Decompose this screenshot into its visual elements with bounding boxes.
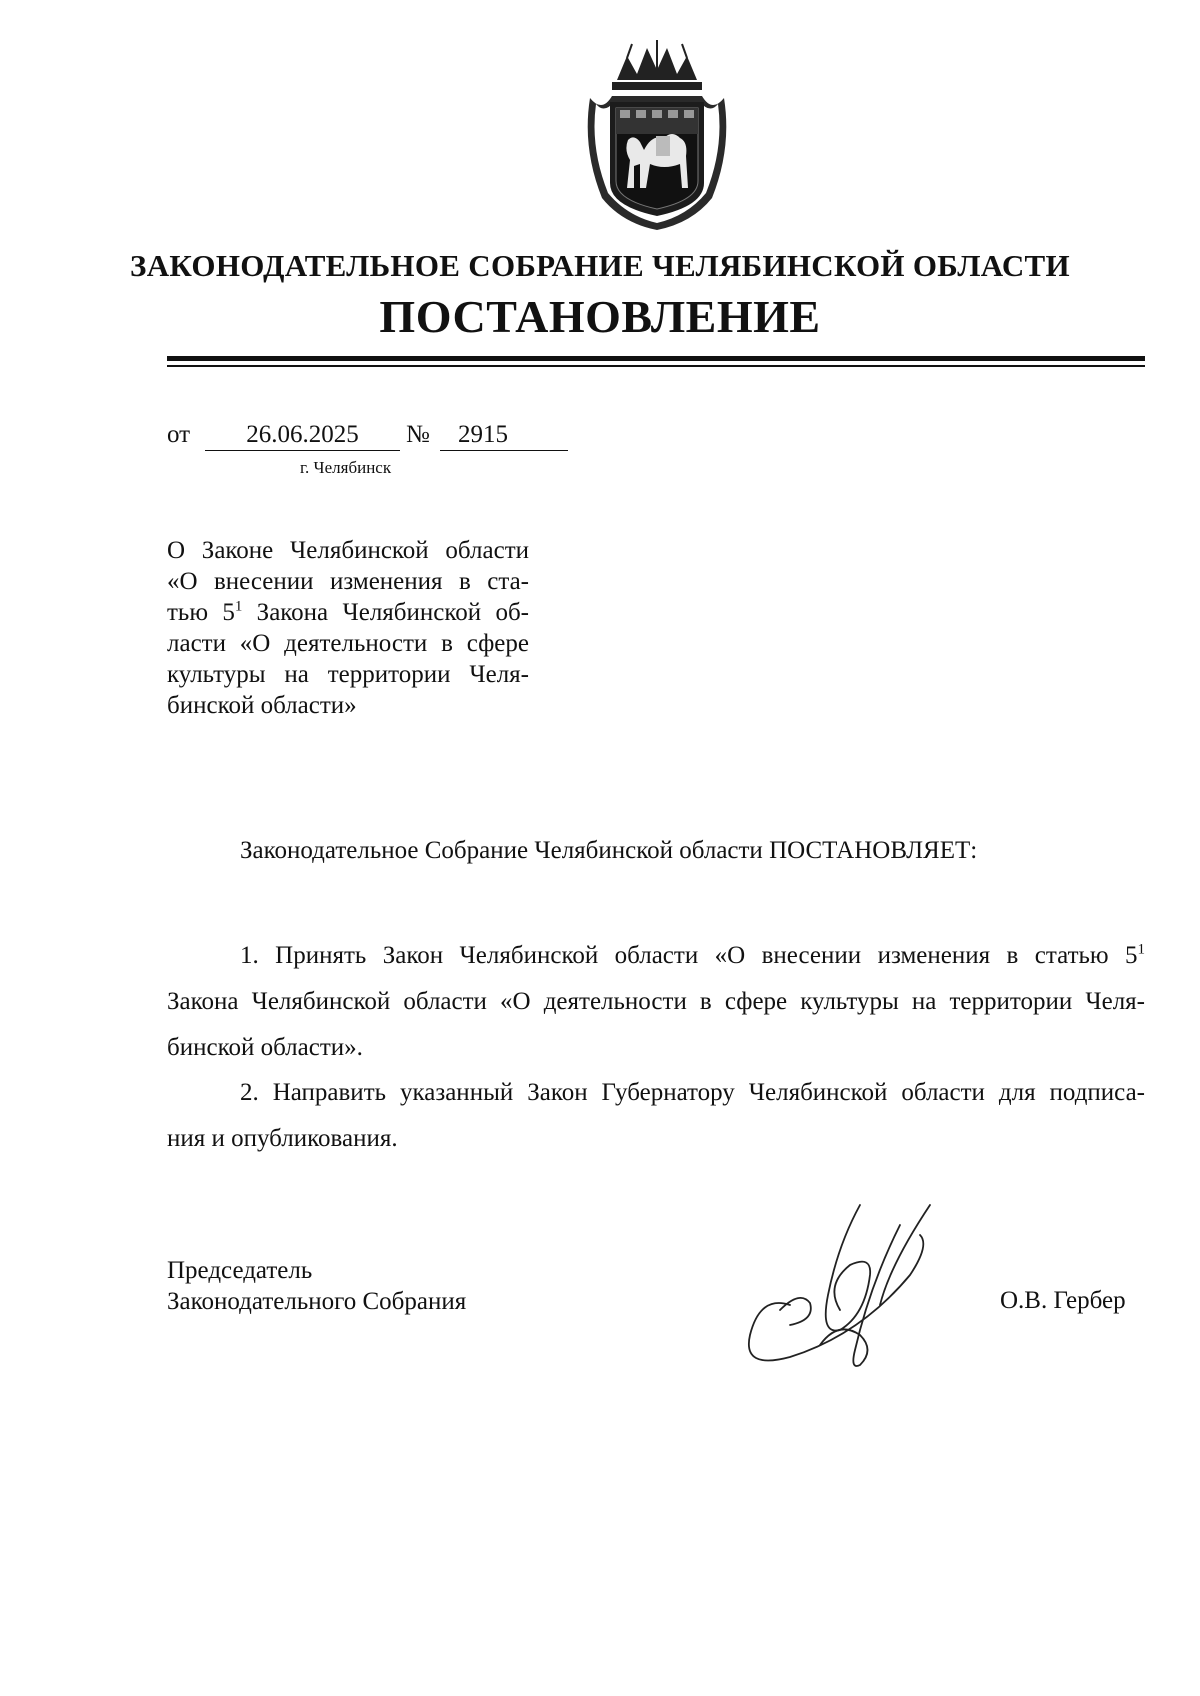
paragraph-line: 2. Направить указанный Закон Губернатору Челябинской области для подписа- (240, 1079, 1145, 1106)
paragraph-line: 1. Принять Закон Челябинской области «О внесении изменения в статью $5^1$ (240, 941, 1145, 969)
resolves-statement: Законодательное Собрание Челябинской области ПОСТАНОВЛЯЕТ: (240, 837, 978, 864)
subject-line: О Законе Челябинской области (167, 537, 529, 564)
date-label: от (167, 421, 191, 448)
subject-line: бинской области» (167, 692, 357, 719)
header-rule-thick (167, 356, 1145, 361)
paragraph-line: бинской области». (167, 1034, 363, 1061)
subject-line: культуры на территории Челя- (167, 661, 529, 688)
signer-title-line: Законодательного Собрания (167, 1288, 467, 1315)
handwritten-signature-icon (720, 1185, 970, 1375)
document-number: 2915 (440, 420, 568, 451)
header-rule-thin (167, 365, 1145, 367)
coat-of-arms-icon (572, 38, 742, 233)
superscript: 1 (1137, 941, 1145, 958)
signer-name: О.В. Гербер (1000, 1287, 1126, 1314)
subject-line: ласти «О деятельности в сфере (167, 630, 529, 657)
signer-title (167, 1255, 466, 1317)
paragraph-line: Закона Челябинской области «О деятельности в сфере культуры на территории Челя- (167, 988, 1145, 1015)
document-type-title: ПОСТАНОВЛЕНИЕ (379, 291, 821, 342)
subject-line: «О внесении изменения в ста- (167, 568, 529, 595)
resolution-item-1 (167, 933, 1145, 1071)
number-label: № (406, 421, 430, 448)
signer-title-line: Председатель (167, 1257, 313, 1284)
organization-name: ЗАКОНОДАТЕЛЬНОЕ СОБРАНИЕ ЧЕЛЯБИНСКОЙ ОБЛАСТИ (130, 248, 1070, 283)
document-subject (167, 535, 529, 721)
resolution-item-2 (167, 1070, 1145, 1162)
document-date: 26.06.2025 (205, 420, 400, 451)
subject-line: тью $5^1$ Закона Челябинской об- (167, 598, 529, 626)
paragraph-line: ния и опубликования. (167, 1125, 398, 1152)
document-place: г. Челябинск (300, 458, 392, 477)
superscript: 1 (234, 598, 243, 615)
